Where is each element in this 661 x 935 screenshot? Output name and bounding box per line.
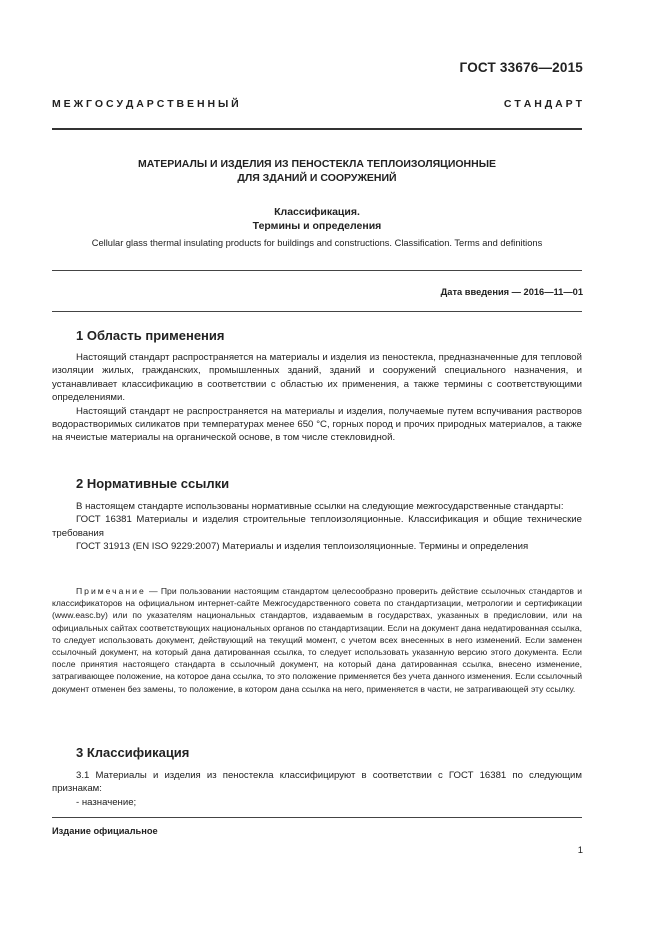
note-text: — При пользовании настоящим стандартом целесообразно проверить действие ссылочных стандартов и классификаторов на официальном интернет-сайте Межгосударственного совета по стандартизации, метрологии и сертификации (www.easc.by) или по указателям национальных стандартов, издаваемым в государствах, указанных в предисловии, или на официальных сайтах соответствующих национальных органов по стандартизации. Если на документ дана недатированная ссылка, то следует использовать документ, действующий на текущий момент, с учетом всех внесенных в него изменений. Если заменен ссылочный документ, на который дана датированная ссылка, то следует использовать указанную версию этого документа. Если после принятия настоящего стандарта в ссылочный документ, на который дана датированная ссылка, внесено изменение, затрагивающее положение, на которое дана ссылка, то это положение применяется без учета данного изменения. Если ссылочный документ отменен без замены, то положение, в котором дана ссылка на него, применяется в части, не затрагивающей эту ссылку. (52, 586, 582, 694)
banner-word-interstate: М Е Ж Г О С У Д А Р С Т В Е Н Н Ы Й (52, 98, 239, 110)
note-label: Примечание (76, 586, 146, 596)
section-3-paragraph-1: 3.1 Материалы и изделия из пеностекла классифицируют в соответствии с ГОСТ 16381 по следующим признакам: (52, 770, 582, 795)
note-paragraph (52, 585, 582, 695)
section-1-body (52, 351, 582, 445)
banner-word-standard: С Т А Н Д А Р Т (503, 98, 582, 110)
document-subtitle (52, 205, 582, 233)
section-3-heading: 3 Классификация (76, 745, 190, 760)
official-edition-label: Издание официальное (52, 826, 158, 836)
subtitle-line-2: Термины и определения (252, 220, 382, 232)
title-line-2: ДЛЯ ЗДАНИЙ И СООРУЖЕНИЙ (237, 172, 397, 184)
section-1-heading: 1 Область применения (76, 328, 225, 343)
date-rule (52, 311, 582, 312)
introduction-date: Дата введения — 2016—11—01 (440, 287, 583, 297)
title-rule (52, 270, 582, 271)
standard-code: ГОСТ 33676—2015 (459, 60, 583, 75)
section-2-reference-2: ГОСТ 31913 (EN ISO 9229:2007) Материалы и изделия теплоизоляционные. Термины и определения (76, 541, 529, 553)
section-2-heading: 2 Нормативные ссылки (76, 476, 230, 491)
section-1-paragraph-2: Настоящий стандарт не распространяется на материалы и изделия, получаемые путем вспучивания растворов водорастворимых силикатов при температурах менее 650 °С, горных пород и прочих природных материалов, а также на ячеистые материалы на органической основе, в том числе стекловидной. (52, 405, 582, 444)
document-title (52, 157, 582, 185)
header-rule (52, 128, 582, 130)
section-2-reference-1: ГОСТ 16381 Материалы и изделия строительные теплоизоляционные. Классификация и общие технические требования (52, 514, 582, 539)
section-2-body (52, 500, 582, 554)
interstate-standard-banner (52, 98, 582, 110)
section-3-list-item: - назначение; (76, 796, 137, 808)
section-2-note (52, 585, 582, 695)
section-2-paragraph-1: В настоящем стандарте использованы нормативные ссылки на следующие межгосударственные стандарты: (76, 501, 564, 512)
section-3-body (52, 769, 582, 809)
footer-rule (52, 817, 582, 818)
section-1-paragraph-1: Настоящий стандарт распространяется на материалы и изделия из пеностекла, предназначенные для тепловой изоляции жилых, гражданских, промышленных зданий, зданий и сооружений специального назначения, и устанавливает классификацию в соответствии с областью их применения, а также термины с соответствующими определениями. (52, 352, 582, 404)
english-title: Cellular glass thermal insulating products for buildings and constructions. Classification. Terms and definitions (91, 238, 543, 248)
subtitle-line-1: Классификация. (274, 206, 360, 218)
page-number: 1 (577, 845, 583, 856)
title-line-1: МАТЕРИАЛЫ И ИЗДЕЛИЯ ИЗ ПЕНОСТЕКЛА ТЕПЛОИЗОЛЯЦИОННЫЕ (138, 158, 496, 170)
